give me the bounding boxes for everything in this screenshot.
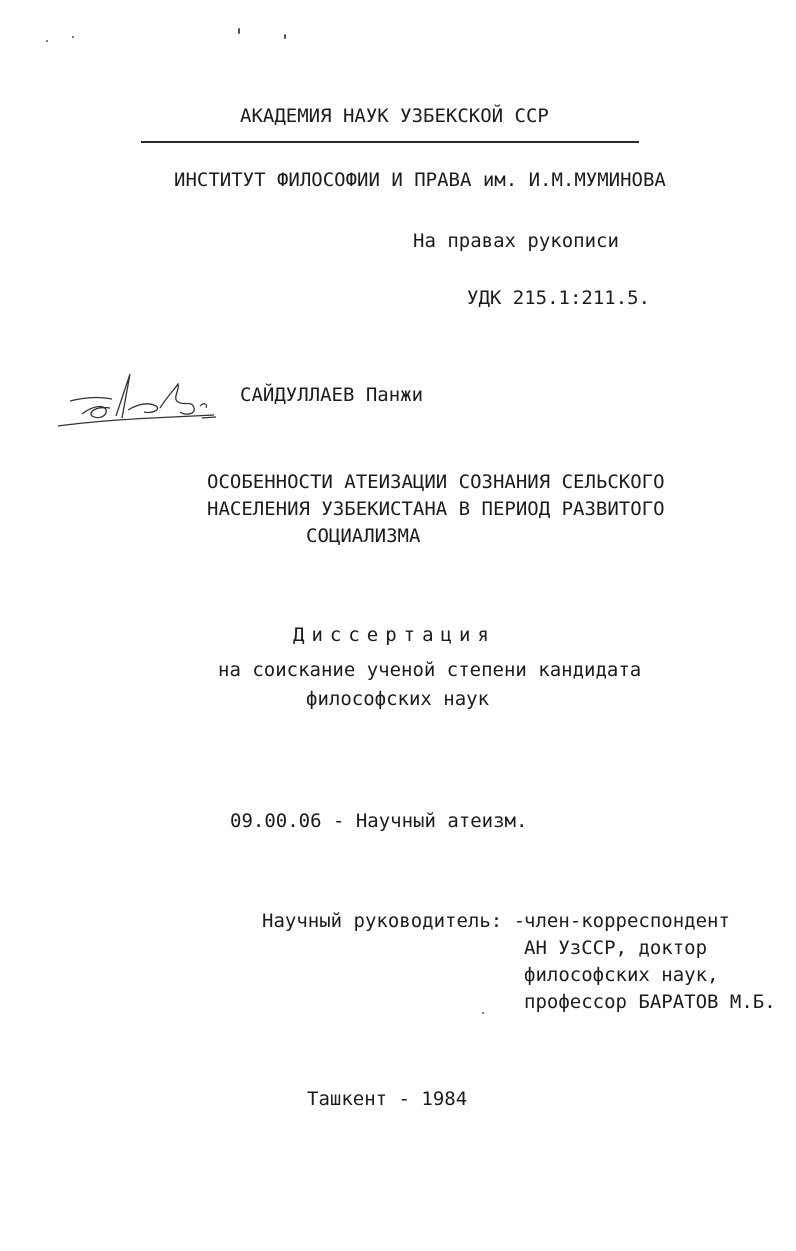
supervisor-line-2: АН УзССР, доктор <box>524 937 708 959</box>
scan-speck <box>284 34 286 39</box>
udc-code: УДК 215.1:211.5. <box>467 287 651 309</box>
scan-speck <box>72 36 74 38</box>
supervisor-label: Научный руководитель: - <box>262 910 526 932</box>
handwritten-signature <box>52 368 222 438</box>
supervisor-line-4: профессор БАРАТОВ М.Б. <box>524 991 776 1013</box>
header-divider <box>141 141 639 143</box>
institute-heading: ИНСТИТУТ ФИЛОСОФИИ И ПРАВА им. И.М.МУМИНОВА <box>174 169 666 191</box>
dissertation-title-line-3: СОЦИАЛИЗМА <box>306 525 421 547</box>
scan-speck <box>482 1012 484 1014</box>
degree-line-1: на соискание ученой степени кандидата <box>218 659 642 681</box>
scan-speck <box>46 40 48 42</box>
dissertation-title-line-2: НАСЕЛЕНИЯ УЗБЕКИСТАНА В ПЕРИОД РАЗВИТОГО <box>207 498 665 520</box>
specialty-code: 09.00.06 - Научный атеизм. <box>230 810 528 832</box>
scan-speck <box>238 28 240 34</box>
supervisor-line-3: философских наук, <box>524 964 719 986</box>
work-type-label: Диссертация <box>293 624 496 646</box>
supervisor-line-1: член-корреспондент <box>524 910 730 932</box>
dissertation-title-line-1: ОСОБЕННОСТИ АТЕИЗАЦИИ СОЗНАНИЯ СЕЛЬСКОГО <box>207 471 665 493</box>
manuscript-rights-note: На правах рукописи <box>413 230 619 252</box>
author-name: САЙДУЛЛАЕВ Панжи <box>240 384 424 406</box>
place-and-year: Ташкент - 1984 <box>307 1088 468 1110</box>
degree-line-2: философских наук <box>306 688 490 710</box>
academy-heading: АКАДЕМИЯ НАУК УЗБЕКСКОЙ ССР <box>240 105 549 127</box>
